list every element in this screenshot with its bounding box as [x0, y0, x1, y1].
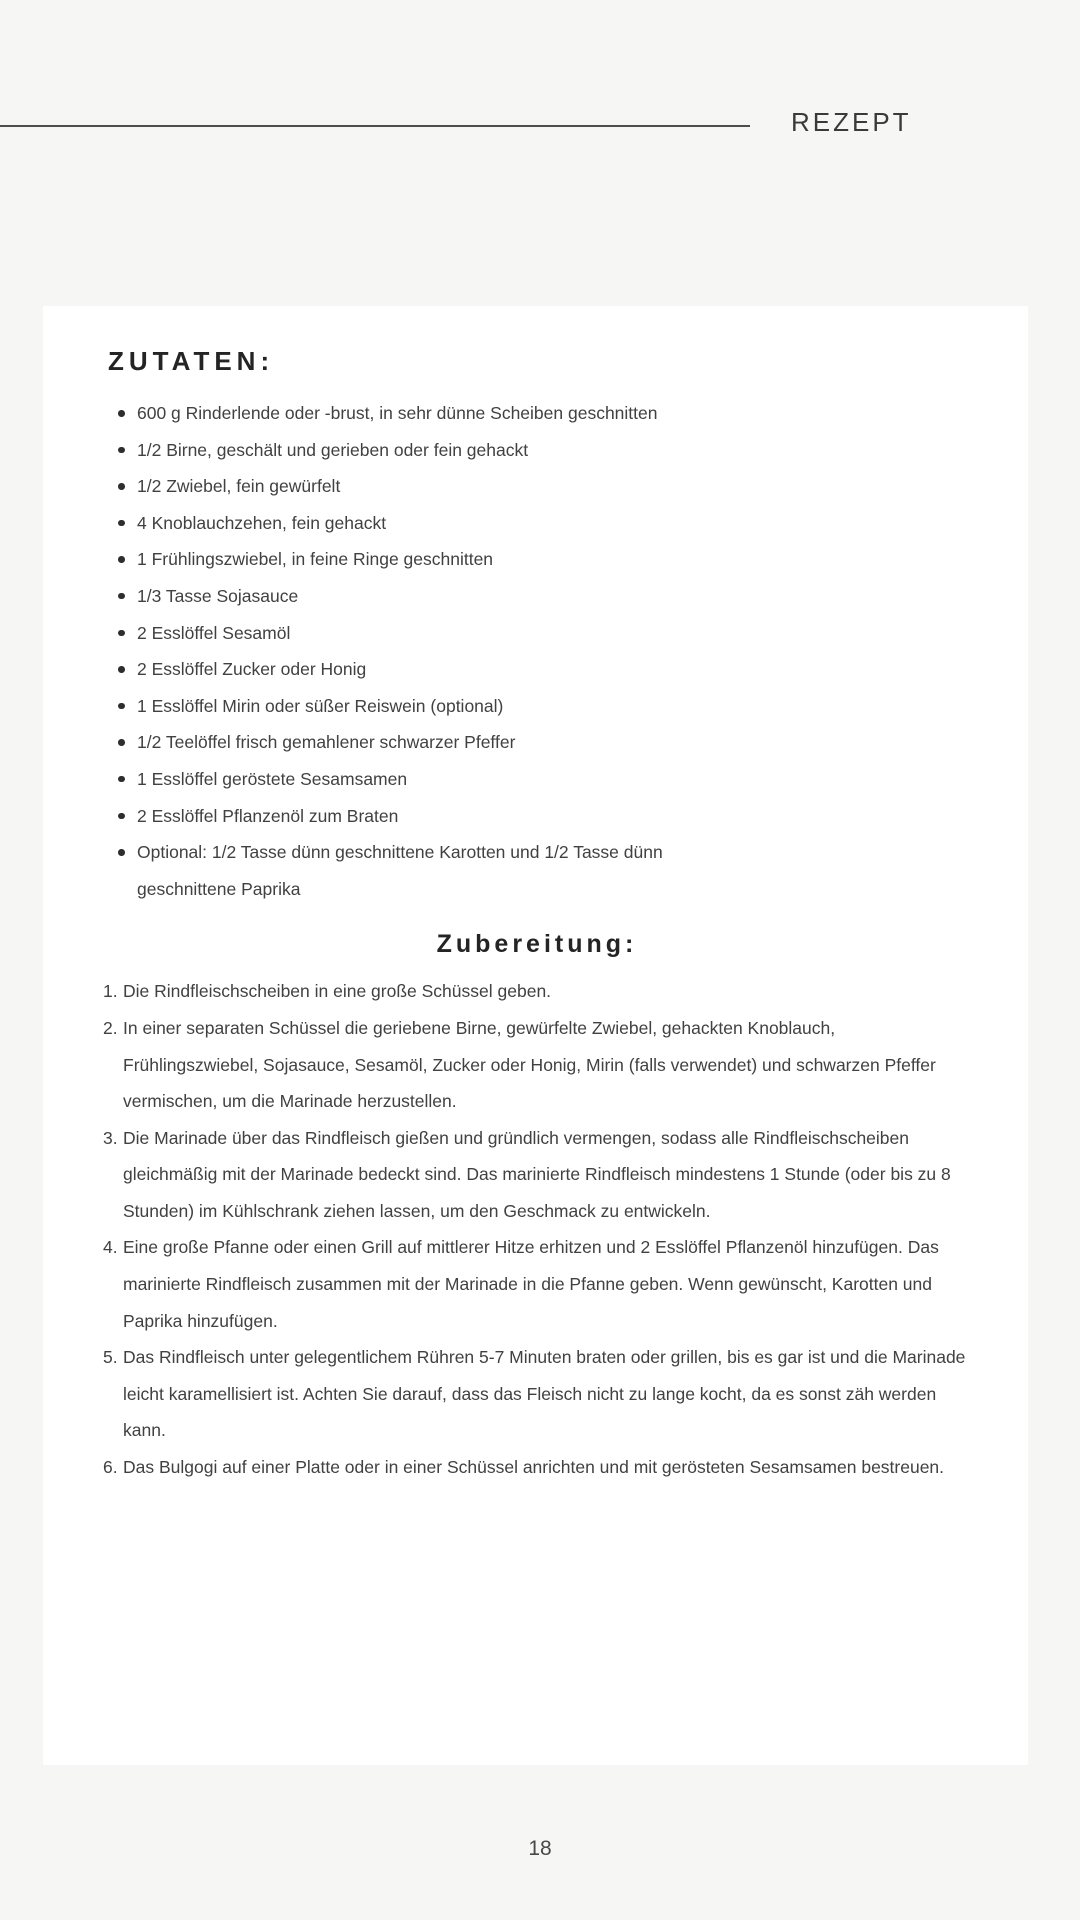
- preparation-step-item: Die Rindfleischscheiben in eine große Schüssel geben.: [123, 981, 552, 1002]
- ingredient-item: 1/3 Tasse Sojasauce: [108, 578, 737, 615]
- ingredient-item: 1/2 Birne, geschält und gerieben oder fein gehackt: [108, 432, 737, 469]
- preparation-steps-list: [103, 973, 966, 1485]
- ingredient-item: 1 Esslöffel Mirin oder süßer Reiswein (optional): [108, 688, 737, 725]
- ingredient-item: 1 Frühlingszwiebel, in feine Ringe geschnitten: [108, 541, 737, 578]
- ingredient-item: 2 Esslöffel Sesamöl: [108, 615, 737, 652]
- recipe-card: [43, 306, 1028, 1765]
- preparation-step-item: In einer separaten Schüssel die geriebene Birne, gewürfelte Zwiebel, gehackten Knoblauch, Frühlingszwiebel, Sojasauce, Sesamöl, Zucker oder Honig, Mirin (falls verwendet) und schwarzen Pfeffer vermischen, um die Marinade herzustellen.: [123, 1017, 936, 1112]
- ingredient-item: 600 g Rinderlende oder -brust, in sehr dünne Scheiben geschnitten: [108, 395, 737, 432]
- ingredient-item: 1/2 Zwiebel, fein gewürfelt: [108, 468, 737, 505]
- ingredients-list: [108, 395, 966, 907]
- ingredient-item: 2 Esslöffel Zucker oder Honig: [108, 651, 737, 688]
- ingredient-item: 1 Esslöffel geröstete Sesamsamen: [108, 761, 737, 798]
- ingredient-item: 2 Esslöffel Pflanzenöl zum Braten: [108, 798, 737, 835]
- preparation-heading: Zubereitung:: [436, 930, 638, 959]
- preparation-step-item: Eine große Pfanne oder einen Grill auf mittlerer Hitze erhitzen und 2 Esslöffel Pflanzenöl hinzufügen. Das marinierte Rindfleisch zusammen mit der Marinade in die Pfanne geben. Wenn gewünscht, Karotten und Paprika hinzufügen.: [123, 1237, 939, 1331]
- page-number: 18: [528, 1837, 552, 1860]
- page-header-title: REZEPT: [791, 107, 912, 137]
- header-divider-line: [0, 125, 750, 127]
- preparation-step-item: Das Rindfleisch unter gelegentlichem Rühren 5-7 Minuten braten oder grillen, bis es gar ist und die Marinade leicht karamellisiert ist. Achten Sie darauf, dass das Fleisch nicht zu lange kocht, da es sonst zäh werden kann.: [123, 1347, 966, 1441]
- preparation-step-item: Das Bulgogi auf einer Platte oder in einer Schüssel anrichten und mit gerösteten Sesamsamen bestreuen.: [123, 1457, 945, 1478]
- ingredients-heading: ZUTATEN:: [108, 346, 275, 376]
- preparation-step-item: Die Marinade über das Rindfleisch gießen und gründlich vermengen, sodass alle Rindfleischscheiben gleichmäßig mit der Marinade bedeckt sind. Das marinierte Rindfleisch mindestens 1 Stunde (oder bis zu 8 Stunden) im Kühlschrank ziehen lassen, um den Geschmack zu entwickeln.: [123, 1127, 951, 1221]
- ingredient-item: Optional: 1/2 Tasse dünn geschnittene Karotten und 1/2 Tasse dünn geschnittene Paprika: [108, 834, 737, 907]
- ingredient-item: 4 Knoblauchzehen, fein gehackt: [108, 505, 737, 542]
- ingredient-item: 1/2 Teelöffel frisch gemahlener schwarzer Pfeffer: [108, 724, 737, 761]
